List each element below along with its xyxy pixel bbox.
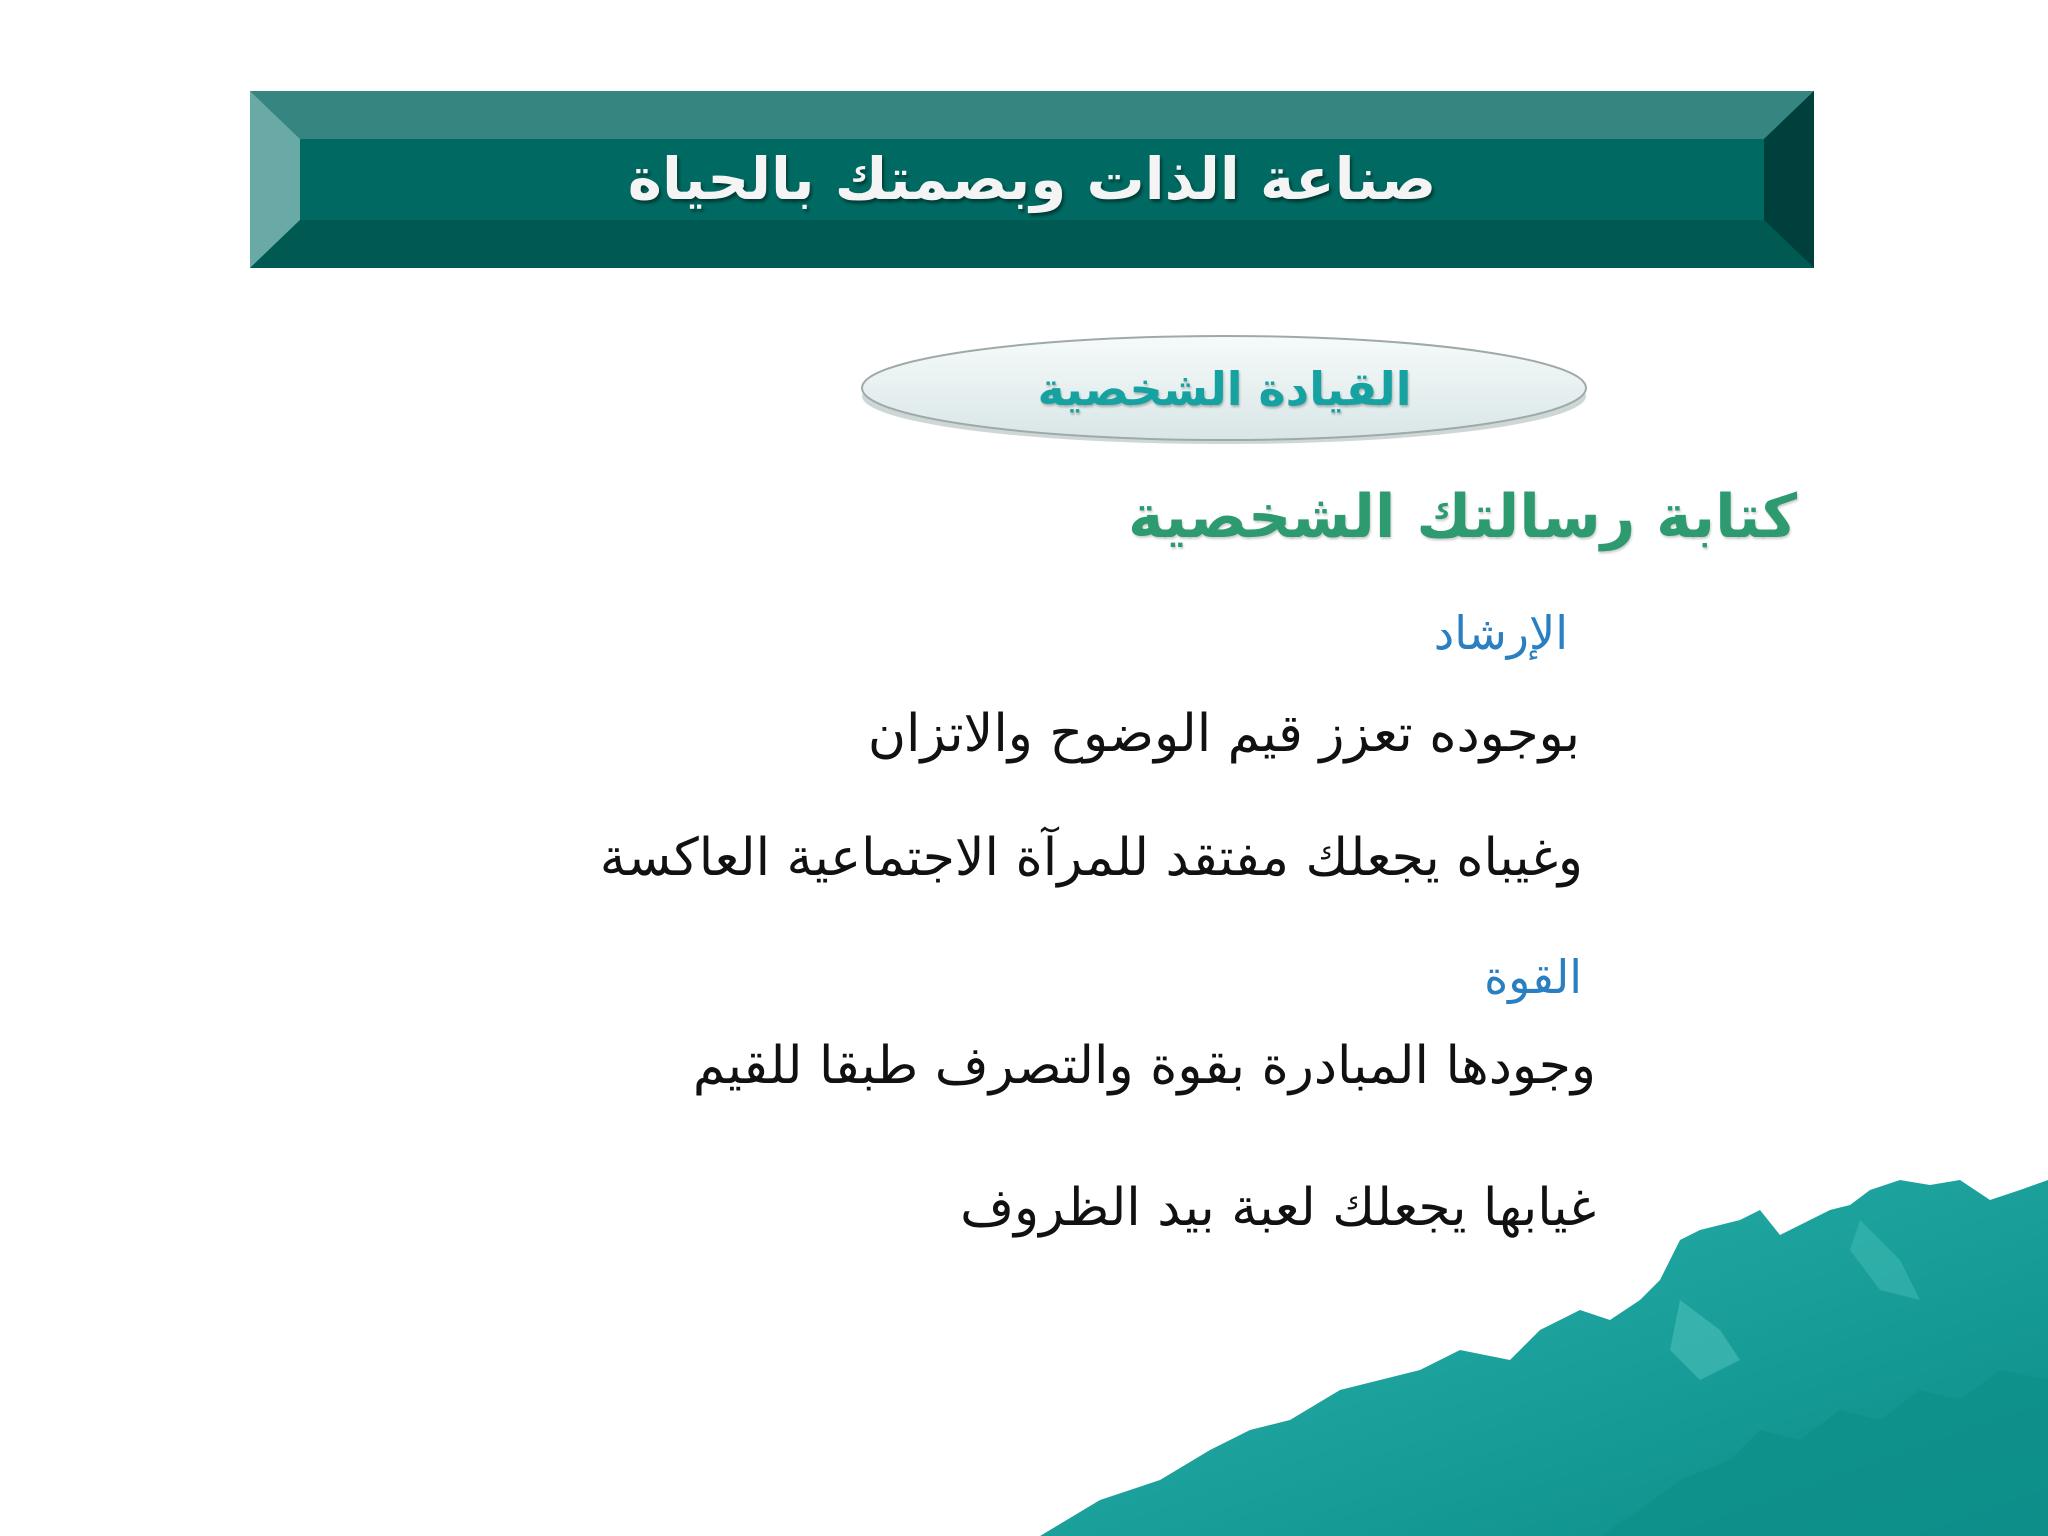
subhead-strength: القوة: [1484, 950, 1582, 1004]
decorative-landscape: [1040, 1180, 2048, 1536]
body-line: وغيباه يجعلك مفتقد للمرآة الاجتماعية العاكسة: [599, 828, 1583, 888]
section-heading: كتابة رسالتك الشخصية: [1128, 482, 1797, 552]
body-line: وجودها المبادرة بقوة والتصرف طبقا للقيم: [692, 1036, 1596, 1096]
subtitle-oval: [858, 330, 1591, 448]
slide-title: صناعة الذات وبصمتك بالحياة: [627, 145, 1437, 213]
title-banner: [250, 91, 1814, 268]
body-line: غيابها يجعلك لعبة بيد الظروف: [960, 1178, 1596, 1238]
subhead-guidance: الإرشاد: [1433, 606, 1568, 660]
body-line: بوجوده تعزز قيم الوضوح والاتزان: [867, 704, 1580, 764]
slide-subtitle: القيادة الشخصية: [1037, 362, 1412, 416]
